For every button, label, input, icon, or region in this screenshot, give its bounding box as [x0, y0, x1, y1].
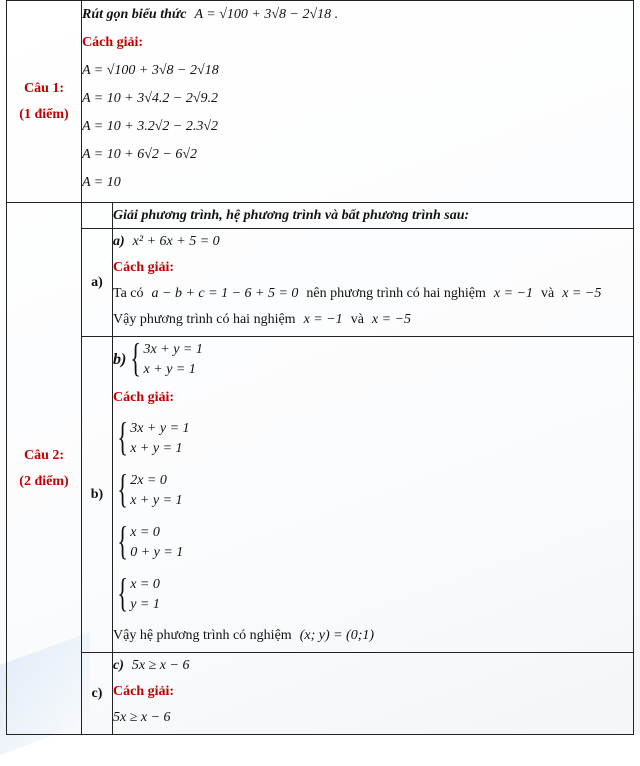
q2a-line1-pre: Ta có	[113, 286, 144, 301]
q2a-line1-x1: x = −1	[493, 286, 533, 301]
q2b-sys4-row1: x = 0	[130, 577, 160, 592]
q1-prompt-line	[82, 1, 633, 29]
q2-prompt: Giải phương trình, hệ phương trình và bất phương trình sau:	[113, 207, 470, 223]
q2c-step-1: 5x ≥ x − 6	[113, 710, 171, 725]
q2b-task-prefix: b)	[113, 351, 127, 368]
q2-prompt-blank	[82, 203, 113, 229]
q1-step-3: A = 10 + 3.2√2 − 2.3√2	[82, 119, 219, 134]
q1-label: Câu 1:	[23, 80, 65, 96]
q1-method-label: Cách giải:	[82, 35, 144, 50]
q2b-sys3-row2: 0 + y = 1	[130, 545, 184, 560]
q2c-task: 5x ≥ x − 6	[131, 658, 190, 673]
q2b-task-row-1: 3x + y = 1	[143, 342, 203, 357]
q2b-task-system: { 3x + y = 1 x + y = 1	[130, 335, 203, 380]
q1-prompt: Rút gọn biểu thức	[82, 7, 187, 22]
q2b-system-3: { x = 0 0 + y = 1	[117, 518, 184, 563]
q2a-method-label: Cách giải:	[113, 260, 175, 275]
q2b-row	[7, 337, 634, 653]
q2a-line2-pre: Vậy phương trình có hai nghiệm	[113, 312, 296, 327]
q2a-line2-x1: x = −1	[303, 312, 343, 327]
q2-points: (2 điểm)	[19, 473, 69, 489]
q2a-line1-x2: x = −5	[562, 286, 602, 301]
q2a-row	[7, 229, 634, 337]
q2b-sys4-row2: y = 1	[130, 597, 160, 612]
q2c-label: c)	[82, 653, 113, 735]
q2a-line1-mid: nên phương trình có hai nghiệm	[306, 286, 486, 301]
q2-prompt-row	[7, 203, 634, 229]
q1-prompt-expr: A = √100 + 3√8 − 2√18 .	[194, 7, 339, 22]
q2a-label: a)	[82, 229, 113, 337]
q2b-conclusion-expr: (x; y) = (0;1)	[299, 628, 375, 643]
q1-step-2: A = 10 + 3√4.2 − 2√9.2	[82, 91, 219, 106]
q2b-method-label: Cách giải:	[113, 390, 175, 405]
q2b-sys3-row1: x = 0	[130, 525, 160, 540]
q1-row	[7, 1, 634, 203]
q2c-task-prefix: c)	[113, 658, 124, 673]
q2b-sys1-row2: x + y = 1	[130, 441, 183, 456]
q2a-line1-and: và	[541, 286, 555, 301]
q2a-line2-x2: x = −5	[371, 312, 412, 327]
q2-label-cell	[7, 203, 82, 735]
q2b-system-4: { x = 0 y = 1	[117, 570, 160, 615]
q1-step-4: A = 10 + 6√2 − 6√2	[82, 147, 198, 162]
q2c-row	[7, 653, 634, 735]
q2c-method-label: Cách giải:	[113, 684, 175, 699]
q1-label-cell	[7, 1, 82, 203]
q1-content	[82, 1, 634, 203]
q2a-line2-and: và	[350, 312, 364, 327]
q2b-sys2-row1: 2x = 0	[130, 473, 167, 488]
q2b-sys2-row2: x + y = 1	[130, 493, 183, 508]
q1-points: (1 điểm)	[19, 106, 69, 122]
q2-prompt-cell	[113, 203, 634, 229]
q2a-task-prefix: a)	[113, 234, 125, 249]
q2a-content	[113, 229, 634, 337]
q2b-task-row-2: x + y = 1	[143, 362, 196, 377]
q2a-task: x² + 6x + 5 = 0	[132, 234, 220, 249]
solution-table	[6, 0, 634, 735]
q2b-content	[113, 337, 634, 653]
q1-step-1: A = √100 + 3√8 − 2√18	[82, 63, 219, 78]
q2a-line1-expr: a − b + c = 1 − 6 + 5 = 0	[151, 286, 299, 301]
q2-label: Câu 2:	[23, 447, 65, 463]
q1-step-5: A = 10	[82, 175, 121, 190]
q2c-content	[113, 653, 634, 735]
q2b-sys1-row1: 3x + y = 1	[130, 421, 190, 436]
q2b-conclusion-pre: Vậy hệ phương trình có nghiệm	[113, 628, 292, 643]
q2b-system-1: { 3x + y = 1 x + y = 1	[117, 414, 190, 459]
q2b-system-2: { 2x = 0 x + y = 1	[117, 466, 183, 511]
q2b-label: b)	[82, 337, 113, 653]
